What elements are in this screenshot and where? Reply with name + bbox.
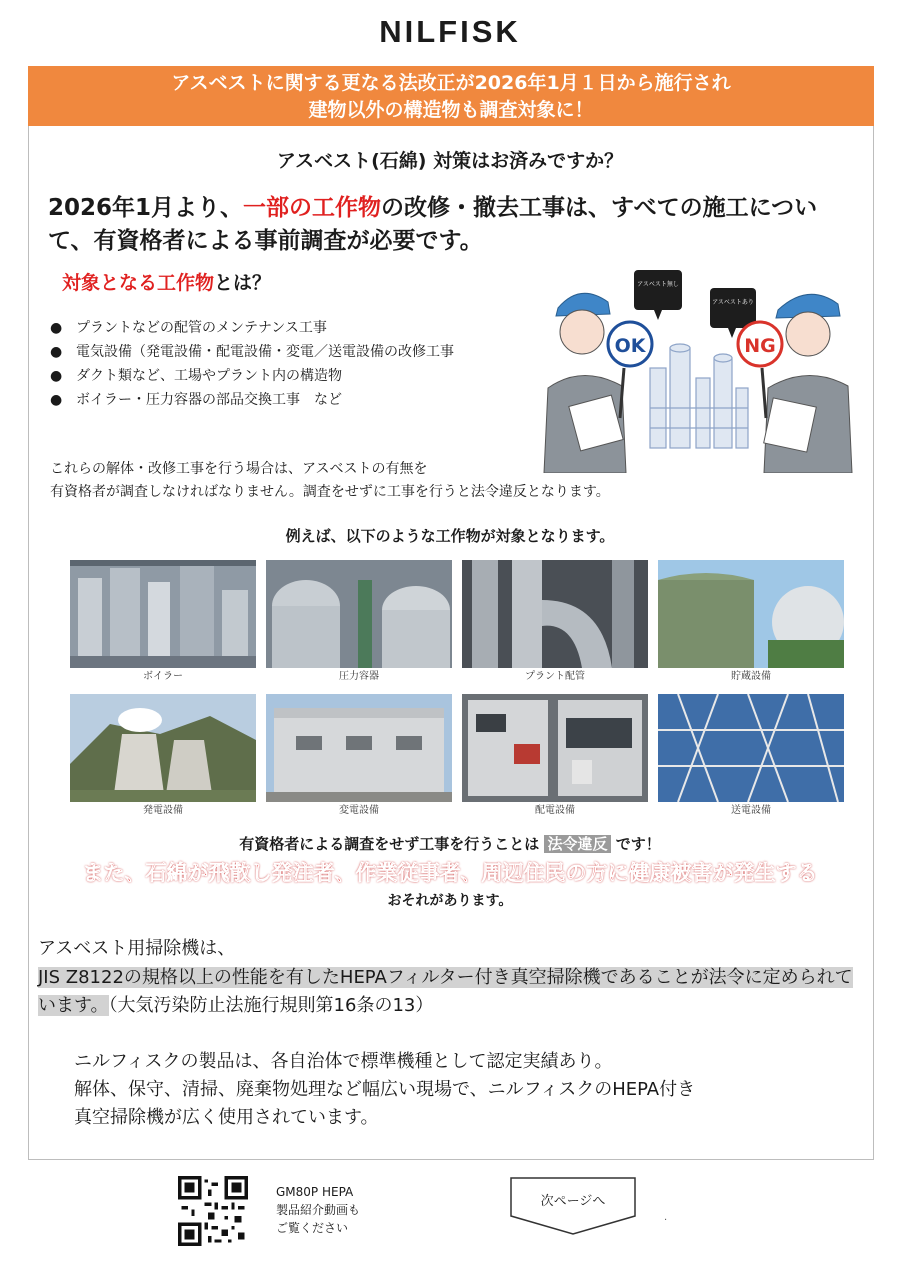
plant-graphic [650, 344, 748, 448]
headline-highlight: 一部の工作物 [243, 195, 382, 221]
examples-grid [70, 560, 846, 824]
ng-label: NG [744, 335, 776, 357]
warning-line-2: 有資格者が調査しなければなりません。調査をせずに工事を行うと法令違反となります。 [50, 484, 610, 500]
qr-line-3: ご覧ください [276, 1221, 349, 1235]
pressure-vessel-photo [266, 560, 452, 668]
example-distribution [462, 694, 648, 824]
list-item: ● プラントなどの配管のメンテナンス工事 [50, 316, 490, 340]
ok-label: OK [614, 335, 646, 357]
substation-photo [266, 694, 452, 802]
qr-line-2: 製品紹介動画も [276, 1203, 361, 1217]
illegal-suffix: です！ [615, 835, 661, 853]
example-storage [658, 560, 844, 690]
vacuum-law-highlight: JIS Z8122の規格以上の性能を有したHEPAフィルター付き真空掃除機であることが法令に定められています。 [38, 967, 853, 1016]
boiler-photo [70, 560, 256, 668]
example-substation [266, 694, 452, 824]
example-caption: ボイラー [143, 671, 183, 682]
headline [48, 192, 848, 258]
list-item: ● ボイラー・圧力容器の部品交換工事 など [50, 388, 490, 412]
nilfisk-statement [74, 1048, 864, 1132]
vacuum-law [38, 964, 858, 1020]
example-caption: 発電設備 [143, 805, 183, 816]
banner-line-1: アスベストに関する更なる法改正が2026年1月１日から施行され [171, 72, 731, 94]
announcement-banner [28, 66, 874, 126]
example-caption: 配電設備 [535, 805, 575, 816]
warning-line-1: これらの解体・改修工事を行う場合は、アスベストの有無を [50, 461, 428, 477]
power-generation-photo [70, 694, 256, 802]
headline-part-1: 2026年1月より、 [48, 195, 244, 221]
ok-sign [608, 322, 652, 366]
example-transmission [658, 694, 844, 824]
example-caption: 変電設備 [339, 805, 379, 816]
illegal-notice [0, 833, 900, 854]
nilfisk-line-3: 真空掃除機が広く使用されています。 [74, 1107, 379, 1128]
health-warning: また、石綿が飛散し発注者、作業従事者、周辺住民の方に健康被害が発生する [82, 861, 818, 885]
worker-right-icon [762, 294, 852, 473]
subhead-rest: とは？ [214, 272, 272, 294]
footer-dot: . [664, 1212, 668, 1223]
list-item: ● 電気設備（発電設備・配電設備・変電／送電設備の改修工事 [50, 340, 490, 364]
sign-right-text: アスベストあり [712, 299, 754, 306]
subhead-highlight: 対象となる工作物 [62, 272, 215, 294]
plant-piping-photo [462, 560, 648, 668]
brand-logo: NILFISK [379, 14, 521, 49]
storage-photo [658, 560, 844, 668]
qr-code[interactable] [178, 1175, 248, 1247]
distribution-photo [462, 694, 648, 802]
nilfisk-line-2: 解体、保守、清掃、廃棄物処理など幅広い現場で、ニルフィスクのHEPA付き [74, 1079, 696, 1100]
example-power-generation [70, 694, 256, 824]
illegal-prefix: 有資格者による調査をせず工事を行うことは [239, 835, 540, 853]
example-pressure-vessel [266, 560, 452, 690]
target-structures-list [50, 316, 490, 412]
example-boiler [70, 560, 256, 690]
example-caption: 圧力容器 [339, 671, 379, 682]
worker-left-icon [544, 293, 626, 473]
illegal-highlight: 法令違反 [544, 835, 610, 853]
example-caption: 送電設備 [731, 805, 771, 816]
examples-title: 例えば、以下のような工作物が対象となります。 [285, 527, 615, 545]
example-caption: 貯蔵設備 [731, 671, 771, 682]
example-plant-piping [462, 560, 648, 690]
target-structures-heading [62, 268, 271, 295]
vacuum-law-ref: （大気汚染防止法施行規則第16条の13） [108, 995, 434, 1016]
ng-sign [738, 322, 782, 366]
legal-warning [50, 458, 750, 504]
sign-left-text: アスベスト無し [637, 281, 679, 288]
sign-left-icon [634, 270, 682, 320]
health-warning-tail: おそれがあります。 [387, 893, 513, 909]
transmission-photo [658, 694, 844, 802]
nilfisk-line-1: ニルフィスクの製品は、各自治体で標準機種として認定実績あり。 [74, 1051, 613, 1072]
question-title: アスベスト(石綿) 対策はお済みですか？ [276, 150, 624, 172]
qr-caption [276, 1183, 360, 1237]
example-caption: プラント配管 [525, 671, 585, 682]
qr-line-1: GM80P HEPA [276, 1185, 354, 1199]
next-page-label[interactable]: 次ページへ [540, 1194, 606, 1209]
workers-illustration [530, 268, 860, 473]
vacuum-intro: アスベスト用掃除機は、 [38, 938, 236, 959]
banner-line-2: 建物以外の構造物も調査対象に！ [308, 99, 594, 121]
headline-part-2: の改修・撤去工事は、すべての施工について、有資格者による事前調査が必要です。 [48, 195, 818, 254]
list-item: ● ダクト類など、工場やプラント内の構造物 [50, 364, 490, 388]
